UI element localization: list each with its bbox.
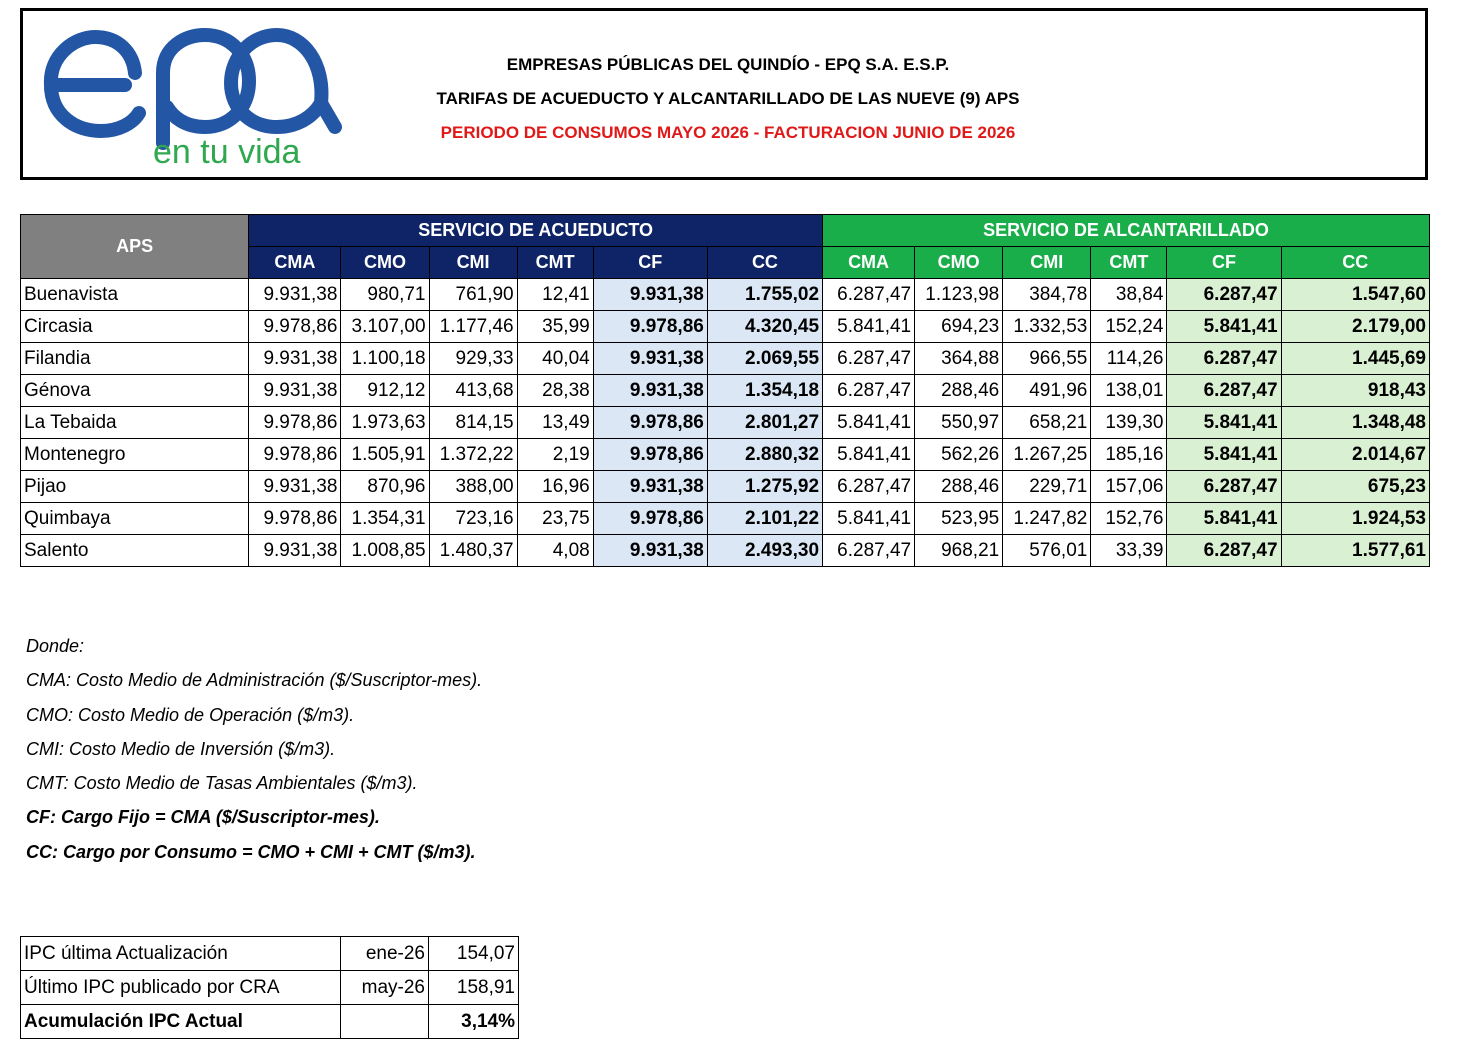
- alcantarillado-value-cell: 918,43: [1281, 375, 1429, 407]
- alcantarillado-value-cell: 38,84: [1091, 279, 1167, 311]
- acueducto-value-cell: 814,15: [429, 407, 517, 439]
- acueducto-value-cell: 2.493,30: [707, 535, 822, 567]
- ipc-row: [21, 1005, 519, 1039]
- alcantarillado-value-cell: 139,30: [1091, 407, 1167, 439]
- acueducto-value-cell: 9.978,86: [593, 439, 707, 471]
- alcantarillado-value-cell: 2.014,67: [1281, 439, 1429, 471]
- aps-name-cell: Filandia: [21, 343, 249, 375]
- alcantarillado-value-cell: 1.445,69: [1281, 343, 1429, 375]
- definition-line: CMA: Costo Medio de Administración ($/Suscriptor-mes).: [26, 670, 483, 691]
- alcantarillado-value-cell: 2.179,00: [1281, 311, 1429, 343]
- alcantarillado-value-cell: 6.287,47: [1167, 343, 1281, 375]
- alcantarillado-value-cell: 576,01: [1003, 535, 1091, 567]
- definition-line: CMI: Costo Medio de Inversión ($/m3).: [26, 738, 336, 759]
- acueducto-value-cell: 9.978,86: [249, 439, 341, 471]
- alcantarillado-value-cell: 523,95: [915, 503, 1003, 535]
- acueducto-value-cell: 9.931,38: [249, 535, 341, 567]
- ipc-label-cell: Último IPC publicado por CRA: [21, 971, 341, 1005]
- ipc-value-cell: 154,07: [429, 937, 519, 971]
- alcantarillado-col-cma: CMA: [823, 247, 915, 279]
- alcantarillado-value-cell: 658,21: [1003, 407, 1091, 439]
- table-group-header-row: [21, 215, 1430, 247]
- acueducto-value-cell: 9.978,86: [593, 503, 707, 535]
- alcantarillado-value-cell: 5.841,41: [823, 407, 915, 439]
- ipc-period-cell: [341, 1005, 429, 1039]
- aps-name-cell: La Tebaida: [21, 407, 249, 439]
- acueducto-value-cell: 2.101,22: [707, 503, 822, 535]
- aps-name-cell: Salento: [21, 535, 249, 567]
- acueducto-group-header: SERVICIO DE ACUEDUCTO: [249, 215, 823, 247]
- alcantarillado-value-cell: 562,26: [915, 439, 1003, 471]
- table-row: [21, 343, 1430, 375]
- alcantarillado-value-cell: 1.123,98: [915, 279, 1003, 311]
- ipc-period-cell: may-26: [341, 971, 429, 1005]
- acueducto-col-cma: CMA: [249, 247, 341, 279]
- alcantarillado-value-cell: 550,97: [915, 407, 1003, 439]
- alcantarillado-value-cell: 491,96: [1003, 375, 1091, 407]
- table-row: [21, 471, 1430, 503]
- definition-line: CMO: Costo Medio de Operación ($/m3).: [26, 704, 355, 725]
- alcantarillado-value-cell: 384,78: [1003, 279, 1091, 311]
- aps-column-header: APS: [21, 215, 249, 279]
- ipc-table-body: [21, 937, 519, 1039]
- acueducto-value-cell: 1.755,02: [707, 279, 822, 311]
- ipc-label-cell: IPC última Actualización: [21, 937, 341, 971]
- acueducto-value-cell: 1.354,18: [707, 375, 822, 407]
- acueducto-value-cell: 2,19: [517, 439, 593, 471]
- acueducto-value-cell: 9.978,86: [593, 407, 707, 439]
- acueducto-value-cell: 9.978,86: [249, 503, 341, 535]
- alcantarillado-value-cell: 6.287,47: [1167, 471, 1281, 503]
- definition-line: CF: Cargo Fijo = CMA ($/Suscriptor-mes).: [26, 807, 380, 828]
- alcantarillado-value-cell: 5.841,41: [823, 311, 915, 343]
- acueducto-value-cell: 4,08: [517, 535, 593, 567]
- tariffs-table-body: [21, 279, 1430, 567]
- acueducto-value-cell: 9.931,38: [593, 535, 707, 567]
- acueducto-value-cell: 1.480,37: [429, 535, 517, 567]
- table-row: [21, 279, 1430, 311]
- acueducto-col-cf: CF: [593, 247, 707, 279]
- alcantarillado-value-cell: 966,55: [1003, 343, 1091, 375]
- alcantarillado-value-cell: 968,21: [915, 535, 1003, 567]
- table-row: [21, 375, 1430, 407]
- acueducto-value-cell: 13,49: [517, 407, 593, 439]
- definition-line: CC: Cargo por Consumo = CMO + CMI + CMT ($/m3).: [26, 841, 476, 862]
- alcantarillado-value-cell: 1.577,61: [1281, 535, 1429, 567]
- acueducto-value-cell: 723,16: [429, 503, 517, 535]
- acueducto-value-cell: 9.931,38: [249, 343, 341, 375]
- acueducto-value-cell: 870,96: [341, 471, 429, 503]
- aps-name-cell: Quimbaya: [21, 503, 249, 535]
- acueducto-col-cmt: CMT: [517, 247, 593, 279]
- acueducto-value-cell: 2.880,32: [707, 439, 822, 471]
- acueducto-value-cell: 413,68: [429, 375, 517, 407]
- alcantarillado-value-cell: 5.841,41: [1167, 407, 1281, 439]
- ipc-value-cell: 158,91: [429, 971, 519, 1005]
- acueducto-value-cell: 9.931,38: [593, 279, 707, 311]
- acueducto-value-cell: 9.931,38: [593, 471, 707, 503]
- acueducto-value-cell: 28,38: [517, 375, 593, 407]
- acueducto-value-cell: 4.320,45: [707, 311, 822, 343]
- alcantarillado-value-cell: 1.332,53: [1003, 311, 1091, 343]
- alcantarillado-value-cell: 152,76: [1091, 503, 1167, 535]
- alcantarillado-value-cell: 5.841,41: [1167, 311, 1281, 343]
- alcantarillado-value-cell: 675,23: [1281, 471, 1429, 503]
- alcantarillado-value-cell: 5.841,41: [1167, 503, 1281, 535]
- definition-line: Donde:: [26, 636, 85, 656]
- acueducto-col-cc: CC: [707, 247, 822, 279]
- acueducto-value-cell: 1.008,85: [341, 535, 429, 567]
- alcantarillado-value-cell: 157,06: [1091, 471, 1167, 503]
- ipc-period-cell: ene-26: [341, 937, 429, 971]
- aps-name-cell: Pijao: [21, 471, 249, 503]
- acueducto-value-cell: 3.107,00: [341, 311, 429, 343]
- alcantarillado-group-header: SERVICIO DE ALCANTARILLADO: [823, 215, 1430, 247]
- aps-name-cell: Génova: [21, 375, 249, 407]
- alcantarillado-value-cell: 364,88: [915, 343, 1003, 375]
- alcantarillado-value-cell: 6.287,47: [823, 343, 915, 375]
- acueducto-value-cell: 35,99: [517, 311, 593, 343]
- table-row: [21, 535, 1430, 567]
- company-name: EMPRESAS PÚBLICAS DEL QUINDÍO - EPQ S.A. E.S.P.: [506, 55, 950, 74]
- acueducto-value-cell: 761,90: [429, 279, 517, 311]
- alcantarillado-value-cell: 694,23: [915, 311, 1003, 343]
- alcantarillado-value-cell: 288,46: [915, 375, 1003, 407]
- epq-logo: [35, 23, 365, 171]
- acueducto-value-cell: 9.978,86: [249, 407, 341, 439]
- acueducto-value-cell: 9.931,38: [249, 375, 341, 407]
- alcantarillado-value-cell: 1.924,53: [1281, 503, 1429, 535]
- alcantarillado-value-cell: 1.348,48: [1281, 407, 1429, 439]
- alcantarillado-value-cell: 6.287,47: [823, 535, 915, 567]
- alcantarillado-value-cell: 288,46: [915, 471, 1003, 503]
- alcantarillado-value-cell: 114,26: [1091, 343, 1167, 375]
- alcantarillado-value-cell: 6.287,47: [1167, 535, 1281, 567]
- acueducto-value-cell: 9.931,38: [249, 471, 341, 503]
- tariffs-table: [20, 214, 1430, 567]
- definitions-notes: [26, 632, 482, 872]
- acueducto-value-cell: 9.931,38: [593, 343, 707, 375]
- acueducto-col-cmi: CMI: [429, 247, 517, 279]
- acueducto-value-cell: 1.100,18: [341, 343, 429, 375]
- aps-name-cell: Montenegro: [21, 439, 249, 471]
- table-row: [21, 311, 1430, 343]
- acueducto-value-cell: 9.978,86: [593, 311, 707, 343]
- ipc-row: [21, 937, 519, 971]
- acueducto-col-cmo: CMO: [341, 247, 429, 279]
- alcantarillado-value-cell: 1.267,25: [1003, 439, 1091, 471]
- acueducto-value-cell: 9.978,86: [249, 311, 341, 343]
- acueducto-value-cell: 40,04: [517, 343, 593, 375]
- alcantarillado-value-cell: 1.547,60: [1281, 279, 1429, 311]
- billing-period: PERIODO DE CONSUMOS MAYO 2026 - FACTURACION JUNIO DE 2026: [440, 123, 1016, 142]
- alcantarillado-value-cell: 229,71: [1003, 471, 1091, 503]
- acueducto-value-cell: 980,71: [341, 279, 429, 311]
- aps-name-cell: Buenavista: [21, 279, 249, 311]
- alcantarillado-value-cell: 6.287,47: [823, 471, 915, 503]
- ipc-row: [21, 971, 519, 1005]
- ipc-table: [20, 936, 519, 1039]
- alcantarillado-value-cell: 6.287,47: [1167, 375, 1281, 407]
- alcantarillado-value-cell: 5.841,41: [823, 503, 915, 535]
- acueducto-value-cell: 929,33: [429, 343, 517, 375]
- alcantarillado-value-cell: 6.287,47: [823, 375, 915, 407]
- alcantarillado-value-cell: 152,24: [1091, 311, 1167, 343]
- alcantarillado-col-cf: CF: [1167, 247, 1281, 279]
- logo-tagline: en tu vida: [153, 133, 301, 171]
- document-title: TARIFAS DE ACUEDUCTO Y ALCANTARILLADO DE LAS NUEVE (9) APS: [436, 89, 1020, 108]
- ipc-value-cell: 3,14%: [429, 1005, 519, 1039]
- acueducto-value-cell: 16,96: [517, 471, 593, 503]
- acueducto-value-cell: 12,41: [517, 279, 593, 311]
- document-header: [20, 8, 1428, 180]
- alcantarillado-value-cell: 138,01: [1091, 375, 1167, 407]
- title-block: [373, 51, 1083, 153]
- alcantarillado-col-cmo: CMO: [915, 247, 1003, 279]
- acueducto-value-cell: 1.275,92: [707, 471, 822, 503]
- ipc-label-cell: Acumulación IPC Actual: [21, 1005, 341, 1039]
- alcantarillado-value-cell: 5.841,41: [823, 439, 915, 471]
- alcantarillado-value-cell: 33,39: [1091, 535, 1167, 567]
- acueducto-value-cell: 1.354,31: [341, 503, 429, 535]
- acueducto-value-cell: 1.973,63: [341, 407, 429, 439]
- alcantarillado-value-cell: 6.287,47: [1167, 279, 1281, 311]
- table-row: [21, 407, 1430, 439]
- alcantarillado-value-cell: 185,16: [1091, 439, 1167, 471]
- acueducto-value-cell: 2.069,55: [707, 343, 822, 375]
- acueducto-value-cell: 1.505,91: [341, 439, 429, 471]
- acueducto-value-cell: 2.801,27: [707, 407, 822, 439]
- alcantarillado-value-cell: 1.247,82: [1003, 503, 1091, 535]
- alcantarillado-col-cc: CC: [1281, 247, 1429, 279]
- acueducto-value-cell: 912,12: [341, 375, 429, 407]
- aps-name-cell: Circasia: [21, 311, 249, 343]
- acueducto-value-cell: 23,75: [517, 503, 593, 535]
- definition-line: CMT: Costo Medio de Tasas Ambientales ($/m3).: [26, 773, 418, 794]
- acueducto-value-cell: 9.931,38: [249, 279, 341, 311]
- table-row: [21, 439, 1430, 471]
- acueducto-value-cell: 9.931,38: [593, 375, 707, 407]
- alcantarillado-value-cell: 5.841,41: [1167, 439, 1281, 471]
- acueducto-value-cell: 1.177,46: [429, 311, 517, 343]
- alcantarillado-value-cell: 6.287,47: [823, 279, 915, 311]
- acueducto-value-cell: 388,00: [429, 471, 517, 503]
- alcantarillado-col-cmt: CMT: [1091, 247, 1167, 279]
- acueducto-value-cell: 1.372,22: [429, 439, 517, 471]
- alcantarillado-col-cmi: CMI: [1003, 247, 1091, 279]
- table-row: [21, 503, 1430, 535]
